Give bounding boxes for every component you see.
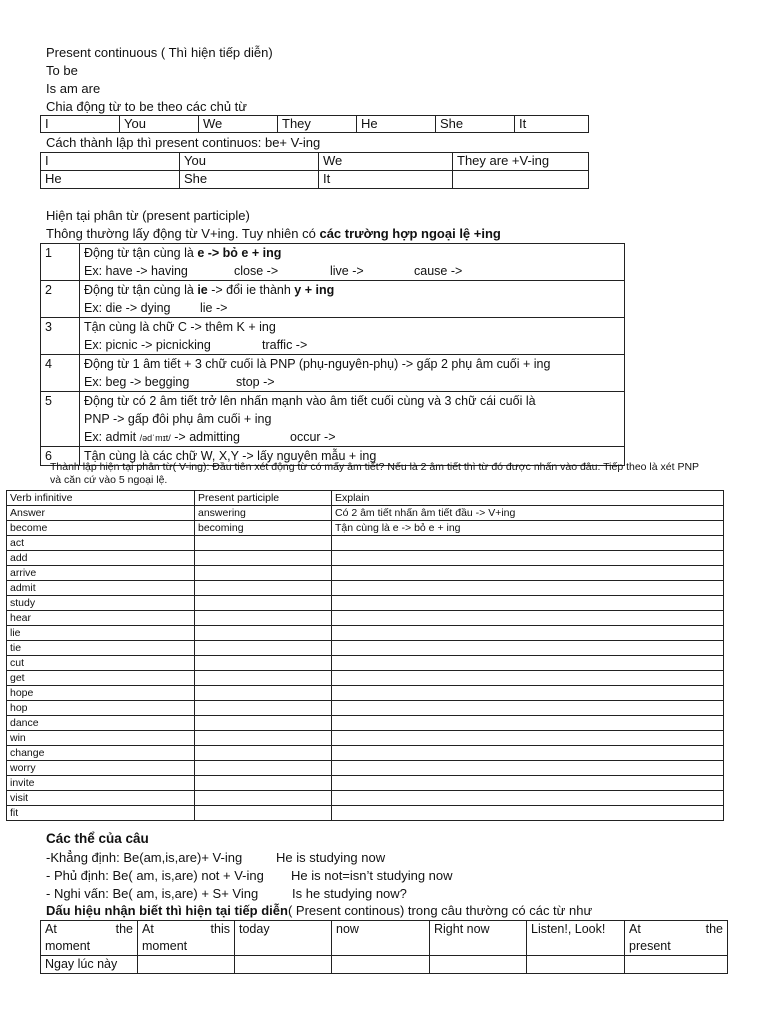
table-cell: We	[319, 153, 453, 171]
table-row	[7, 506, 724, 521]
table-cell	[195, 776, 332, 791]
table-cell	[332, 746, 724, 761]
table-row	[7, 746, 724, 761]
pronoun-table	[40, 115, 589, 133]
rule-row	[41, 244, 625, 281]
example: traffic ->	[262, 338, 308, 352]
table-cell: They	[278, 116, 357, 133]
table-cell: We	[199, 116, 278, 133]
table-cell	[332, 551, 724, 566]
example-text: Ex: admit	[84, 430, 140, 444]
form-example: Is he studying now?	[292, 886, 407, 901]
table-cell: add	[7, 551, 195, 566]
rule-row	[41, 318, 625, 355]
table-cell	[332, 596, 724, 611]
participle-heading: Hiện tại phân từ (present participle)	[46, 208, 250, 223]
table-cell: tie	[7, 641, 195, 656]
table-cell: Có 2 âm tiết nhấn âm tiết đầu -> V+ing	[332, 506, 724, 521]
table-cell	[332, 701, 724, 716]
rule-bold: e -> bỏ e + ing	[197, 246, 282, 260]
page-title: Present continuous ( Thì hiện tiếp diễn)	[46, 45, 273, 60]
to-be-label: To be	[46, 63, 78, 78]
rule-text	[80, 281, 625, 318]
form-line	[46, 885, 646, 902]
example: lie ->	[200, 301, 228, 315]
table-cell: Tận cùng là e -> bỏ e + ing	[332, 521, 724, 536]
example: Ex: have -> having	[84, 264, 188, 278]
table-row	[41, 153, 589, 171]
rule-row	[41, 281, 625, 318]
table-cell	[332, 641, 724, 656]
table-cell	[332, 956, 430, 974]
table-cell	[195, 536, 332, 551]
table-cell: He	[357, 116, 436, 133]
word: the	[115, 922, 133, 936]
signals-heading-bold: Dấu hiệu nhận biết thì hiện tại tiếp diễn	[46, 903, 288, 918]
rule-text: Tận cùng là các chữ W, X,Y -> lấy nguyên mẫu + ing	[80, 447, 625, 466]
rule-text	[80, 318, 625, 355]
rule-line: PNP -> gấp đôi phụ âm cuối + ing	[84, 412, 272, 426]
example: Ex: die -> dying	[84, 301, 171, 315]
table-cell: study	[7, 596, 195, 611]
table-row	[7, 686, 724, 701]
table-cell: get	[7, 671, 195, 686]
table-cell: worry	[7, 761, 195, 776]
table-cell: Answer	[7, 506, 195, 521]
example: cause ->	[414, 264, 463, 278]
signals-heading	[46, 902, 592, 919]
table-cell	[332, 671, 724, 686]
rule-number: 5	[41, 392, 80, 447]
table-cell: hop	[7, 701, 195, 716]
table-cell	[332, 761, 724, 776]
table-cell	[332, 566, 724, 581]
column-header: Verb infinitive	[7, 491, 195, 506]
table-cell	[195, 641, 332, 656]
table-row	[7, 701, 724, 716]
table-row	[7, 761, 724, 776]
table-cell	[332, 656, 724, 671]
formation-label: Cách thành lập thì present continuos: be+ V-ing	[46, 135, 321, 150]
table-cell	[138, 956, 235, 974]
rule-line: Động từ tận cùng là	[84, 283, 198, 297]
intro-text: Thông thường lấy động từ V+ing. Tuy nhiên có	[46, 226, 320, 241]
table-cell	[195, 611, 332, 626]
rule-number: 6	[41, 447, 80, 466]
table-row	[7, 641, 724, 656]
rule-line: Động từ 1 âm tiết + 3 chữ cuối là PNP (phụ-nguyên-phụ) -> gấp 2 phụ âm cuối + ing	[84, 357, 551, 371]
table-cell	[625, 921, 728, 956]
table-cell: today	[235, 921, 332, 956]
table-cell	[195, 761, 332, 776]
table-cell	[430, 956, 527, 974]
rule-text	[80, 244, 625, 281]
rule-number: 3	[41, 318, 80, 355]
table-cell	[195, 716, 332, 731]
table-cell	[332, 776, 724, 791]
table-cell	[41, 921, 138, 956]
table-cell: hope	[7, 686, 195, 701]
table-row	[7, 731, 724, 746]
rule-number: 4	[41, 355, 80, 392]
table-cell: You	[120, 116, 199, 133]
example-text: -> admitting	[170, 430, 240, 444]
table-cell	[332, 806, 724, 821]
table-cell	[195, 566, 332, 581]
formation-table	[40, 152, 589, 189]
table-cell	[195, 581, 332, 596]
table-cell	[332, 791, 724, 806]
rule-number: 2	[41, 281, 80, 318]
table-cell	[625, 956, 728, 974]
rule-text	[80, 355, 625, 392]
table-cell	[195, 791, 332, 806]
rule-bold: y + ing	[294, 283, 335, 297]
word: At	[142, 922, 154, 936]
rule-line: Tận cùng là chữ C -> thêm K + ing	[84, 320, 276, 334]
table-cell: win	[7, 731, 195, 746]
signals-table	[40, 920, 728, 974]
table-cell: Listen!, Look!	[527, 921, 625, 956]
table-row	[7, 776, 724, 791]
table-cell	[195, 701, 332, 716]
table-cell	[195, 731, 332, 746]
table-cell: dance	[7, 716, 195, 731]
table-row	[7, 656, 724, 671]
form-example: He is studying now	[276, 850, 386, 865]
table-cell	[138, 921, 235, 956]
forms-heading-text: Các thể của câu	[46, 831, 149, 846]
table-cell: She	[180, 171, 319, 189]
table-cell	[195, 626, 332, 641]
form-rule: - Phủ định: Be( am, is,are) not + V-ing	[46, 868, 264, 883]
word: At	[629, 922, 641, 936]
form-rule: -Khẳng định: Be(am,is,are)+ V-ing	[46, 850, 243, 865]
table-cell: admit	[7, 581, 195, 596]
table-row	[7, 716, 724, 731]
table-cell	[195, 746, 332, 761]
table-row	[7, 581, 724, 596]
table-cell	[332, 731, 724, 746]
rule-row	[41, 355, 625, 392]
table-row	[7, 596, 724, 611]
table-cell: You	[180, 153, 319, 171]
example: live ->	[330, 264, 364, 278]
word: this	[210, 922, 230, 936]
column-header: Explain	[332, 491, 724, 506]
form-example: He is not=isn’t studying now	[291, 868, 453, 883]
table-cell	[195, 551, 332, 566]
table-header-row	[7, 491, 724, 506]
table-cell	[332, 716, 724, 731]
table-cell: act	[7, 536, 195, 551]
table-row	[7, 551, 724, 566]
table-cell: hear	[7, 611, 195, 626]
example: occur ->	[290, 430, 336, 444]
table-row	[41, 956, 728, 974]
table-cell: now	[332, 921, 430, 956]
table-cell	[195, 686, 332, 701]
rule-line: Động từ tận cùng là	[84, 246, 198, 260]
rule-number: 1	[41, 244, 80, 281]
table-row	[7, 671, 724, 686]
forms-heading	[46, 830, 149, 847]
table-cell: It	[319, 171, 453, 189]
table-row	[41, 921, 728, 956]
rule-row	[41, 392, 625, 447]
example: stop ->	[236, 375, 275, 389]
table-cell: visit	[7, 791, 195, 806]
table-row	[7, 521, 724, 536]
is-am-are-label: Is am are	[46, 81, 101, 96]
table-cell	[332, 686, 724, 701]
table-cell	[195, 671, 332, 686]
table-cell	[195, 806, 332, 821]
example	[84, 428, 240, 447]
table-cell: arrive	[7, 566, 195, 581]
form-line	[46, 849, 646, 866]
table-row	[7, 806, 724, 821]
table-cell: They are +V-ing	[453, 153, 589, 171]
table-cell	[332, 536, 724, 551]
table-cell: invite	[7, 776, 195, 791]
table-row	[7, 611, 724, 626]
table-cell: I	[41, 116, 120, 133]
rule-bold: ie	[197, 283, 208, 297]
conjugate-label: Chia động từ to be theo các chủ từ	[46, 99, 247, 114]
column-header: Present participle	[195, 491, 332, 506]
table-cell: become	[7, 521, 195, 536]
table-cell	[195, 656, 332, 671]
table-row	[7, 536, 724, 551]
word: At	[45, 922, 57, 936]
table-cell	[332, 581, 724, 596]
table-row	[7, 566, 724, 581]
form-line	[46, 867, 646, 884]
rule-line: -> đổi ie thành	[207, 283, 295, 297]
table-cell	[195, 596, 332, 611]
rules-table	[40, 243, 625, 466]
table-cell	[527, 956, 625, 974]
table-cell: cut	[7, 656, 195, 671]
table-cell	[332, 626, 724, 641]
participle-intro	[46, 225, 501, 242]
table-cell: fit	[7, 806, 195, 821]
table-cell: She	[436, 116, 515, 133]
table-cell: I	[41, 153, 180, 171]
table-row	[7, 626, 724, 641]
table-row	[41, 171, 589, 189]
example: close ->	[234, 264, 279, 278]
table-cell: It	[515, 116, 589, 133]
word: the	[705, 922, 723, 936]
word: moment	[45, 939, 91, 953]
table-cell: Right now	[430, 921, 527, 956]
verb-table	[6, 490, 724, 821]
table-cell	[453, 171, 589, 189]
form-rule: - Nghi vấn: Be( am, is,are) + S+ Ving	[46, 886, 259, 901]
table-cell: becoming	[195, 521, 332, 536]
table-cell: lie	[7, 626, 195, 641]
table-row	[7, 791, 724, 806]
word: present	[629, 939, 671, 953]
ipa-text: /ədˈmɪt/	[139, 433, 171, 443]
signals-heading-text: ( Present continous) trong câu thường có các từ như	[287, 903, 593, 918]
rule-line: Động từ có 2 âm tiết trở lên nhấn mạnh vào âm tiết cuối cùng và 3 chữ cái cuối là	[84, 394, 536, 408]
example: Ex: picnic -> picnicking	[84, 338, 211, 352]
table-cell: Ngay lúc này	[41, 956, 138, 974]
table-cell	[235, 956, 332, 974]
table-cell: He	[41, 171, 180, 189]
intro-bold-text: các trường hợp ngoại lệ +ing	[319, 226, 501, 241]
example: Ex: beg -> begging	[84, 375, 190, 389]
table-cell: change	[7, 746, 195, 761]
word: moment	[142, 939, 188, 953]
rule-text	[80, 392, 625, 447]
note-text: Thành lập hiện tại phân từ( V-ing): Đầu tiên xét động từ có mấy âm tiết? Nếu là 2 âm tiết thì từ đó được nhấn vào đâu. Tiếp theo là xét PNP và căn cứ vào 5 ngoại lệ.	[50, 461, 699, 486]
table-row	[41, 116, 589, 133]
table-cell: answering	[195, 506, 332, 521]
table-cell	[332, 611, 724, 626]
